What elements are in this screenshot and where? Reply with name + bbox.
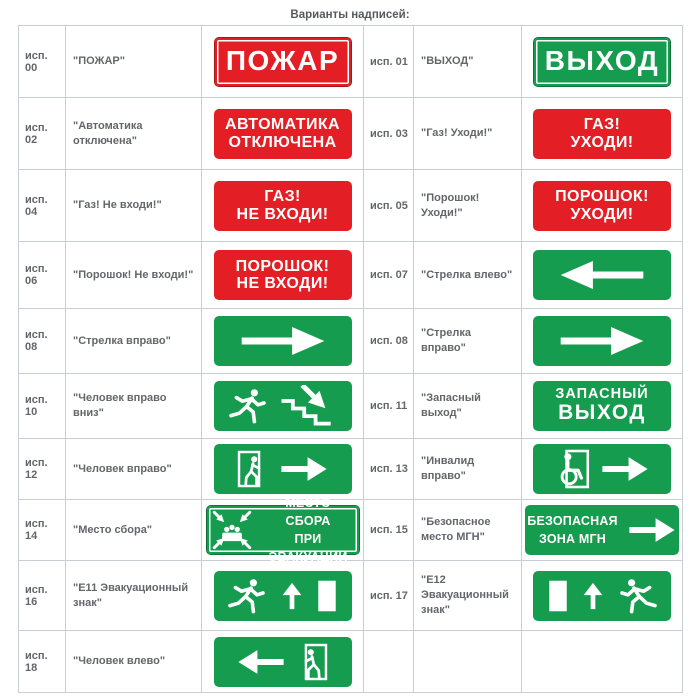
exit-door-man-right-icon: [236, 448, 270, 490]
table-row: [19, 170, 683, 242]
variant-id-cell: исп. 08: [364, 309, 414, 374]
sign-cell: [202, 26, 364, 98]
variant-description-cell: "Человек влево": [66, 631, 202, 693]
sign-green: [214, 444, 352, 494]
variant-id-cell: исп. 07: [364, 242, 414, 309]
sign-text: ПОРОШОК! УХОДИ!: [555, 188, 649, 223]
variant-id-cell: исп. 00: [19, 26, 66, 98]
variant-description-cell: "Автоматика отключена": [66, 98, 202, 170]
running-man-icon: [227, 576, 269, 616]
variant-description-cell: "Газ! Уходи!": [414, 98, 522, 170]
wheelchair-icon: [555, 448, 591, 490]
table-row: [19, 631, 683, 693]
arrow-left-big-icon: [542, 254, 662, 296]
sign-cell: [202, 439, 364, 500]
sign-cell: [522, 631, 683, 693]
arrow-right-icon: [279, 450, 329, 488]
sign-green: [533, 316, 671, 366]
variant-id-cell: исп. 03: [364, 98, 414, 170]
sign-green: [206, 495, 360, 565]
table-row: [19, 500, 683, 561]
arrow-right-icon: [600, 450, 650, 488]
sign-cell: [522, 170, 683, 242]
variant-id-cell: исп. 06: [19, 242, 66, 309]
running-man-left-icon: [616, 576, 658, 616]
sign-cell: [522, 439, 683, 500]
arrow-right-big-icon: [542, 320, 662, 362]
variant-description-cell: "ПОЖАР": [66, 26, 202, 98]
sign-cell: [202, 242, 364, 309]
variant-description-cell: "Человек вправо вниз": [66, 374, 202, 439]
sign-text: ЗАПАСНЫЙ ВЫХОД: [555, 385, 649, 425]
sign-text: АВТОМАТИКА ОТКЛЮЧЕНА: [225, 116, 340, 151]
sign-green: [214, 637, 352, 687]
assembly-point-icon: [211, 509, 253, 551]
sign-green: [533, 37, 671, 87]
sign-cell: [522, 26, 683, 98]
arrow-up-icon: [278, 576, 306, 616]
sign-cell: [522, 309, 683, 374]
sign-cell: [202, 631, 364, 693]
variant-description-cell: "Порошок! Не входи!": [66, 242, 202, 309]
variant-description-cell: "Безопасное место МГН": [414, 500, 522, 561]
running-man-icon: [228, 386, 270, 426]
sign-cell: [522, 98, 683, 170]
sign-green: [533, 381, 671, 431]
sign-text: МЕСТО СБОРА ПРИ ЭВАКУАЦИИ: [268, 495, 348, 565]
variant-id-cell: исп. 13: [364, 439, 414, 500]
variant-id-cell: исп. 15: [364, 500, 414, 561]
sign-green: [214, 571, 352, 621]
sign-red: [214, 181, 352, 231]
variant-description-cell: "Газ! Не входи!": [66, 170, 202, 242]
table-row: [19, 98, 683, 170]
table-row: [19, 439, 683, 500]
variant-id-cell: исп. 10: [19, 374, 66, 439]
variant-description-cell: "Человек вправо": [66, 439, 202, 500]
variant-description-cell: "Стрелка вправо": [414, 309, 522, 374]
sign-text: ГАЗ! УХОДИ!: [570, 116, 634, 151]
sign-green: [533, 571, 671, 621]
arrow-up-icon: [579, 576, 607, 616]
table-row: [19, 309, 683, 374]
variant-description-cell: "Стрелка влево": [414, 242, 522, 309]
variant-id-cell: исп. 12: [19, 439, 66, 500]
variant-description-cell: "Е12 Эвакуационный знак": [414, 561, 522, 631]
arrow-left-icon: [236, 643, 286, 681]
variants-table-body: [19, 26, 683, 693]
variant-description-cell: [414, 631, 522, 693]
sign-green: [525, 505, 679, 555]
sign-red: [533, 181, 671, 231]
sign-cell: [522, 242, 683, 309]
sign-cell: [202, 561, 364, 631]
sign-green: [533, 444, 671, 494]
sign-green: [214, 316, 352, 366]
sign-cell: [202, 98, 364, 170]
variant-id-cell: исп. 05: [364, 170, 414, 242]
sign-red: [214, 37, 352, 87]
sign-red: [214, 250, 352, 300]
variant-id-cell: исп. 08: [19, 309, 66, 374]
door-icon: [315, 576, 339, 616]
variant-description-cell: "Запасный выход": [414, 374, 522, 439]
sign-cell: [522, 561, 683, 631]
sign-red: [214, 109, 352, 159]
variants-table: [18, 25, 683, 693]
arrow-right-icon: [627, 511, 677, 549]
sign-cell: [202, 170, 364, 242]
variant-id-cell: исп. 02: [19, 98, 66, 170]
variant-id-cell: исп. 04: [19, 170, 66, 242]
variant-description-cell: "Е11 Эвакуационный знак": [66, 561, 202, 631]
door-icon: [546, 576, 570, 616]
exit-door-man-left-icon: [295, 641, 329, 683]
sign-text: БЕЗОПАСНАЯ ЗОНА МГН: [527, 513, 618, 546]
sign-cell: [522, 500, 683, 561]
variant-description-cell: "ВЫХОД": [414, 26, 522, 98]
sign-text: ПОРОШОК! НЕ ВХОДИ!: [235, 257, 330, 292]
variant-description-cell: "Инвалид вправо": [414, 439, 522, 500]
sign-cell: [202, 374, 364, 439]
sign-cell: [202, 495, 364, 565]
sign-text: ГАЗ! НЕ ВХОДИ!: [236, 188, 329, 223]
variant-id-cell: исп. 18: [19, 631, 66, 693]
variant-id-cell: исп. 16: [19, 561, 66, 631]
sign-green: [533, 250, 671, 300]
variant-id-cell: исп. 14: [19, 500, 66, 561]
variant-id-cell: [364, 631, 414, 693]
variant-id-cell: исп. 17: [364, 561, 414, 631]
variant-description-cell: "Порошок! Уходи!": [414, 170, 522, 242]
page-title: Варианты надписей:: [290, 9, 410, 21]
arrow-right-big-icon: [223, 320, 343, 362]
variant-id-cell: исп. 11: [364, 374, 414, 439]
stairs-down-icon: [279, 385, 337, 427]
table-row: [19, 26, 683, 98]
sign-green: [214, 381, 352, 431]
sign-red: [533, 109, 671, 159]
variant-id-cell: исп. 01: [364, 26, 414, 98]
table-row: [19, 242, 683, 309]
table-row: [19, 374, 683, 439]
variant-description-cell: "Место сбора": [66, 500, 202, 561]
sign-cell: [522, 374, 683, 439]
variant-description-cell: "Стрелка вправо": [66, 309, 202, 374]
sign-cell: [202, 309, 364, 374]
table-row: [19, 561, 683, 631]
sign-text: ВЫХОД: [544, 45, 660, 77]
sign-text: ПОЖАР: [225, 45, 340, 77]
